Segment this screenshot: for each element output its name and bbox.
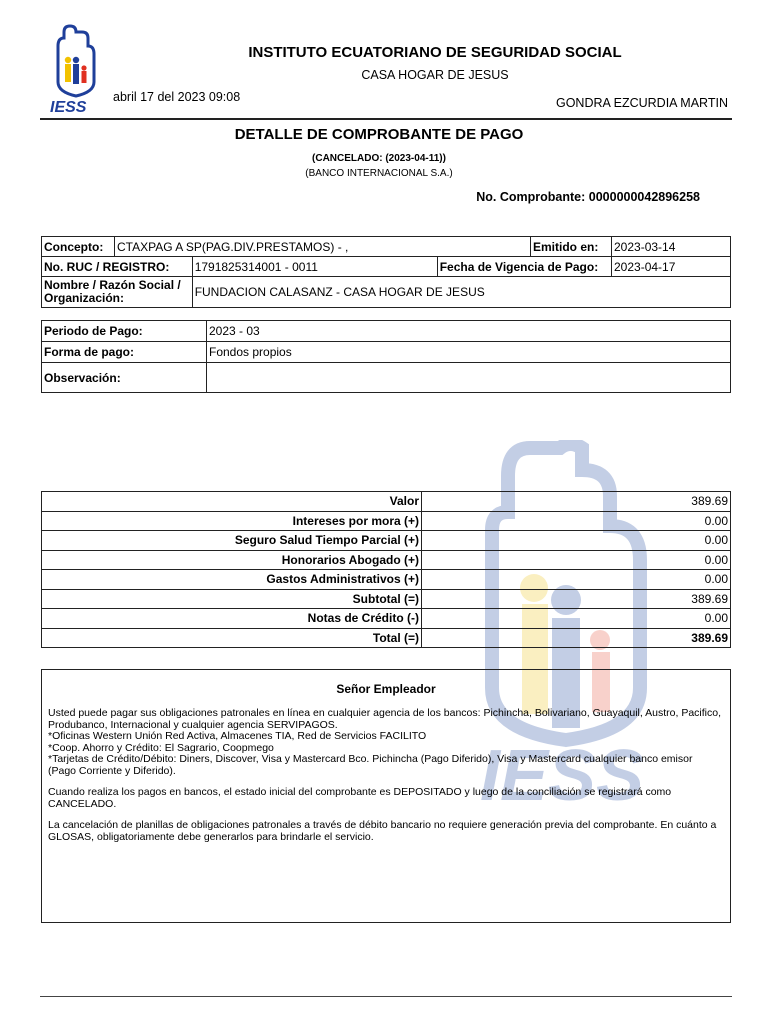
- nombre-value: FUNDACION CALASANZ - CASA HOGAR DE JESUS: [192, 277, 730, 308]
- print-datetime: abril 17 del 2023 09:08: [113, 90, 241, 104]
- notice-paragraph-status: [48, 787, 724, 810]
- ruc-value: 1791825314001 - 0011: [192, 257, 437, 277]
- amount-value: 0.00: [422, 531, 731, 551]
- header-divider: [40, 118, 732, 120]
- notice-line: Cuando realiza los pagos en bancos, el estado inicial del comprobante es DEPOSITADO y luego de la conciliación se registrará como: [48, 786, 672, 798]
- logo-text: IESS: [50, 99, 87, 116]
- notice-paragraph-banks: [48, 708, 724, 777]
- emitido-label: Emitido en:: [531, 237, 612, 257]
- receipt-number: No. Comprobante: 0000000042896258: [476, 190, 700, 204]
- notice-title: Señor Empleador: [336, 682, 436, 696]
- amount-row: [42, 570, 731, 590]
- document-title: DETALLE DE COMPROBANTE DE PAGO: [234, 126, 524, 143]
- amount-row: [42, 609, 731, 629]
- bank-name: (BANCO INTERNACIONAL S.A.): [305, 168, 453, 179]
- amount-row: [42, 492, 731, 512]
- amount-row-total: [42, 628, 731, 648]
- amount-value: 389.69: [422, 589, 731, 609]
- amount-label: Subtotal (=): [42, 589, 422, 609]
- observacion-label: Observación:: [42, 363, 207, 393]
- user-name: GONDRA EZCURDIA MARTIN: [555, 96, 728, 110]
- amount-value: 0.00: [422, 609, 731, 629]
- total-value: 389.69: [422, 628, 731, 648]
- forma-value: Fondos propios: [207, 342, 731, 363]
- amount-row: [42, 531, 731, 551]
- amount-value: 0.00: [422, 550, 731, 570]
- amount-row: [42, 550, 731, 570]
- total-label: Total (=): [42, 628, 422, 648]
- observacion-value: [207, 363, 731, 393]
- info-table: [41, 236, 731, 308]
- footer-divider: [40, 996, 732, 997]
- employer-notice: [41, 669, 731, 923]
- amounts-table: [41, 491, 731, 648]
- periodo-value: 2023 - 03: [207, 321, 731, 342]
- amount-label: Seguro Salud Tiempo Parcial (+): [42, 531, 422, 551]
- notice-line: CANCELADO.: [48, 797, 117, 810]
- branch-name: CASA HOGAR DE JESUS: [361, 68, 509, 82]
- amount-label: Honorarios Abogado (+): [42, 550, 422, 570]
- notice-line: *Tarjetas de Crédito/Débito: Diners, Discover, Visa y Mastercard Bco. Pichincha (Pago Diferido), Visa y Mastercard cualquier banco emisor: [48, 753, 693, 765]
- notice-line: *Oficinas Western Unión Red Activa, Almacenes TIA, Red de Servicios FACILITO: [48, 730, 427, 742]
- amount-label: Intereses por mora (+): [42, 511, 422, 531]
- emitido-value: 2023-03-14: [612, 237, 731, 257]
- amount-value: 0.00: [422, 570, 731, 590]
- ruc-label: No. RUC / REGISTRO:: [42, 257, 193, 277]
- forma-label: Forma de pago:: [42, 342, 207, 363]
- payment-table: [41, 320, 731, 393]
- amount-row: [42, 511, 731, 531]
- payment-status: (CANCELADO: (2023-04-11)): [312, 153, 446, 164]
- notice-line: Produbanco, Internacional y cualquier agencia SERVIPAGOS.: [48, 718, 338, 731]
- vigencia-label: Fecha de Vigencia de Pago:: [437, 257, 611, 277]
- notice-line: La cancelación de planillas de obligaciones patronales a través de débito bancario no requiere generación previa del comprobante. En cuánto a: [48, 819, 717, 831]
- institution-name: INSTITUTO ECUATORIANO DE SEGURIDAD SOCIAL: [248, 44, 622, 61]
- amount-label: Notas de Crédito (-): [42, 609, 422, 629]
- amount-row: [42, 589, 731, 609]
- notice-line: Usted puede pagar sus obligaciones patronales en línea en cualquier agencia de los bancos: Pichincha, Bolivariano, Guayaquil, Austro, Pacifico,: [48, 707, 722, 719]
- notice-line: *Coop. Ahorro y Crédito: El Sagrario, Coopmego: [48, 741, 274, 754]
- notice-paragraph-debit: [48, 820, 724, 843]
- notice-line: GLOSAS, obligatoriamente debe generarlos para brindarle el servicio.: [48, 830, 374, 843]
- watermark-text: IESS: [480, 736, 645, 810]
- concepto-value: CTAXPAG A SP(PAG.DIV.PRESTAMOS) - ,: [115, 237, 531, 257]
- concepto-label: Concepto:: [42, 237, 115, 257]
- nombre-label: [42, 277, 193, 308]
- notice-line: (Pago Corriente y Diferido).: [48, 764, 176, 777]
- nombre-label-line1: Nombre / Razón Social /: [44, 278, 181, 292]
- amount-value: 389.69: [422, 492, 731, 512]
- vigencia-value: 2023-04-17: [612, 257, 731, 277]
- amount-label: Gastos Administrativos (+): [42, 570, 422, 590]
- amount-label: Valor: [42, 492, 422, 512]
- periodo-label: Periodo de Pago:: [42, 321, 207, 342]
- amount-value: 0.00: [422, 511, 731, 531]
- nombre-label-line2: Organización:: [44, 291, 125, 305]
